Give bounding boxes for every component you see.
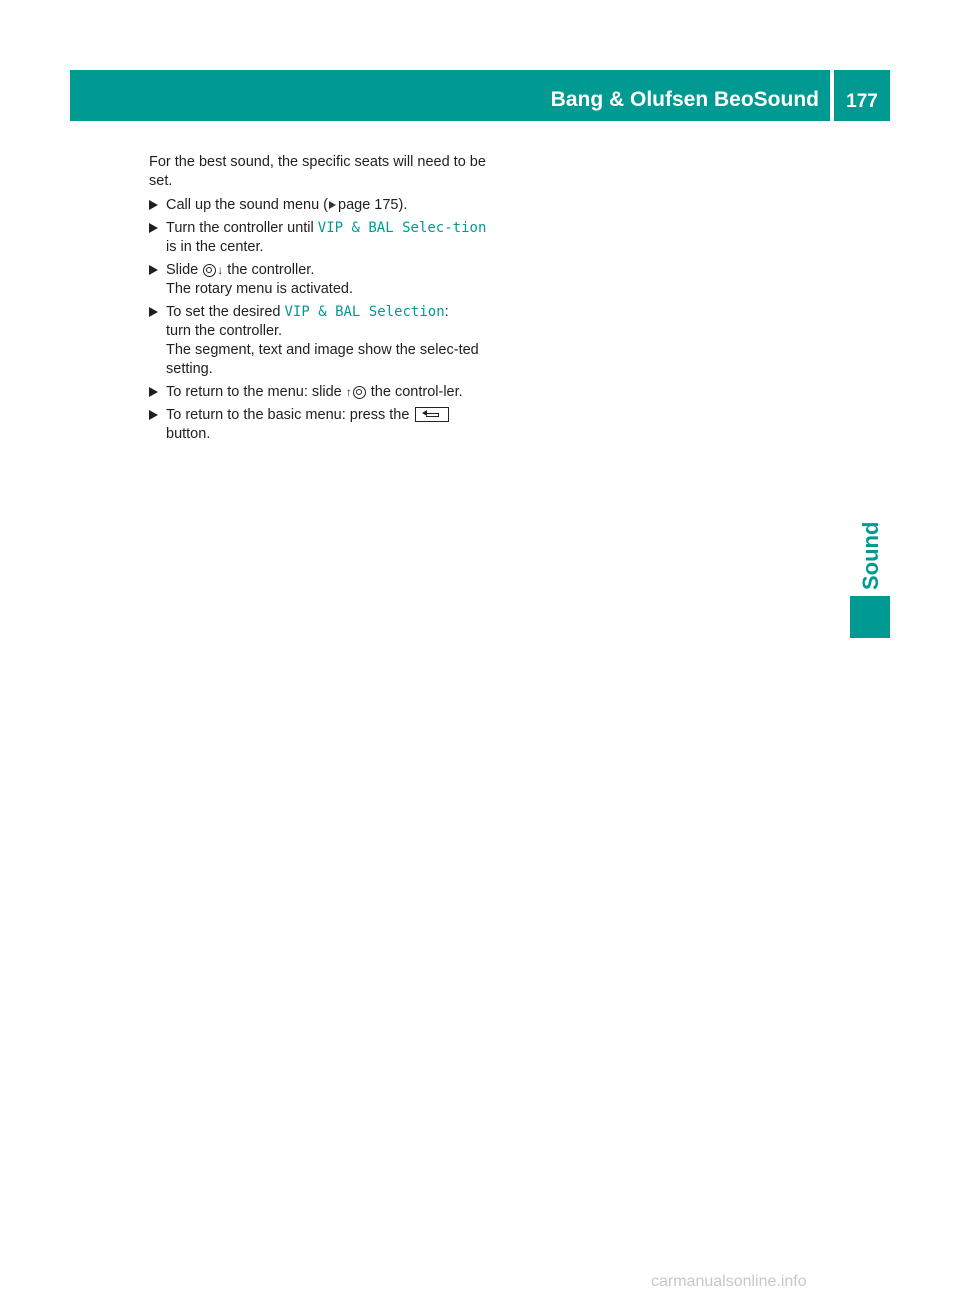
chapter-title: Bang & Olufsen BeoSound bbox=[550, 88, 819, 111]
step-turn-controller bbox=[149, 219, 489, 257]
step-slide-controller bbox=[149, 261, 489, 299]
step-set-vip-bal bbox=[149, 303, 489, 379]
watermark: carmanualsonline.info bbox=[651, 1273, 807, 1290]
step-result: The rotary menu is activated. bbox=[166, 281, 353, 297]
section-tab-marker bbox=[850, 596, 890, 638]
step-return-basic-menu bbox=[149, 406, 489, 444]
menu-item-code: VIP & BAL Selection bbox=[284, 304, 445, 320]
page-reference-arrow-icon bbox=[329, 201, 336, 209]
right-triangle-icon bbox=[149, 200, 158, 210]
page-header bbox=[70, 70, 890, 121]
right-triangle-icon bbox=[149, 307, 158, 317]
intro-text: For the best sound, the specific seats will need to be set. bbox=[149, 154, 486, 189]
controller-slide-down-icon bbox=[203, 264, 216, 277]
step-text: Slide bbox=[166, 262, 203, 278]
step-text: turn the controller. bbox=[166, 323, 283, 339]
back-button-icon bbox=[415, 407, 449, 422]
page-reference-link[interactable]: page 175 bbox=[338, 197, 399, 213]
right-triangle-icon bbox=[149, 387, 158, 397]
step-text: To set the desired bbox=[166, 304, 285, 320]
section-tab-label: Sound bbox=[858, 521, 883, 590]
step-text: To return to the basic menu: press the bbox=[166, 407, 414, 423]
step-call-sound-menu bbox=[149, 196, 489, 215]
step-return-menu bbox=[149, 383, 489, 402]
step-text: the control‐ler. bbox=[366, 384, 463, 400]
arrow-up-icon: ↑ bbox=[345, 385, 352, 399]
menu-item-code: VIP & BAL Selec‐tion bbox=[317, 220, 487, 236]
step-text: the controller. bbox=[223, 262, 315, 278]
step-text: To return to the menu: slide bbox=[166, 384, 346, 400]
step-result: The segment, text and image show the selec‐ted setting. bbox=[166, 342, 479, 377]
page-number: 177 bbox=[846, 91, 878, 112]
step-text: ). bbox=[398, 197, 408, 213]
step-text: Call up the sound menu ( bbox=[166, 197, 329, 213]
step-text: button. bbox=[166, 426, 211, 442]
step-text: is in the center. bbox=[166, 239, 264, 255]
right-triangle-icon bbox=[149, 223, 158, 233]
right-triangle-icon bbox=[149, 265, 158, 275]
right-triangle-icon bbox=[149, 410, 158, 420]
instruction-content bbox=[149, 153, 489, 448]
arrow-down-icon: ↓ bbox=[217, 263, 224, 277]
step-text: : bbox=[444, 304, 449, 320]
controller-slide-up-icon bbox=[353, 386, 366, 399]
step-text: Turn the controller until bbox=[166, 220, 318, 236]
